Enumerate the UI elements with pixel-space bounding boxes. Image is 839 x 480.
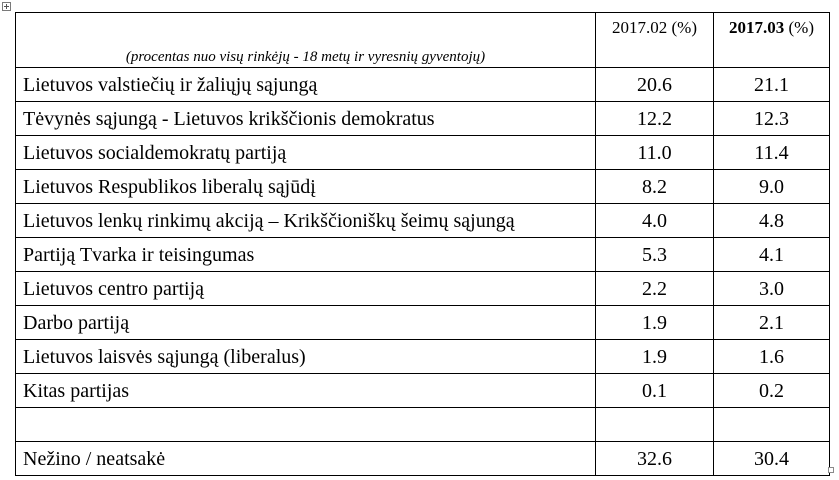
party-name: Lietuvos lenkų rinkimų akciją – Krikščioniškų šeimų sąjungą bbox=[16, 204, 596, 238]
value-2017-02: 2.2 bbox=[596, 272, 714, 306]
party-name: Lietuvos centro partiją bbox=[16, 272, 596, 306]
value-2017-02: 0.1 bbox=[596, 374, 714, 408]
party-name: Lietuvos socialdemokratų partiją bbox=[16, 136, 596, 170]
table-move-handle-icon[interactable] bbox=[2, 2, 11, 11]
party-name: Kitas partijas bbox=[16, 374, 596, 408]
column-header-2017-02 bbox=[596, 13, 714, 68]
party-name: Lietuvos Respublikos liberalų sąjūdį bbox=[16, 170, 596, 204]
value-2017-03: 9.0 bbox=[714, 170, 830, 204]
party-name: Nežino / neatsakė bbox=[16, 442, 596, 476]
value-2017-02: 20.6 bbox=[596, 68, 714, 102]
table-row bbox=[16, 272, 830, 306]
value-2017-03: 4.1 bbox=[714, 238, 830, 272]
table-row bbox=[16, 204, 830, 238]
party-name: Tėvynės sąjungą - Lietuvos krikščionis demokratus bbox=[16, 102, 596, 136]
value-2017-02: 1.9 bbox=[596, 340, 714, 374]
value-2017-03: 1.6 bbox=[714, 340, 830, 374]
table-row bbox=[16, 68, 830, 102]
value-2017-03: 3.0 bbox=[714, 272, 830, 306]
party-name: Lietuvos laisvės sąjungą (liberalus) bbox=[16, 340, 596, 374]
column-header-date: 2017.03 bbox=[729, 18, 785, 37]
table-row bbox=[16, 170, 830, 204]
value-2017-02: 5.3 bbox=[596, 238, 714, 272]
table-note: (procentas nuo visų rinkėjų - 18 metų ir vyresnių gyventojų) bbox=[16, 13, 596, 68]
table-header-row bbox=[16, 13, 830, 68]
table-row bbox=[16, 238, 830, 272]
column-header-unit: (%) bbox=[671, 18, 697, 37]
value-2017-02: 8.2 bbox=[596, 170, 714, 204]
value-2017-03: 11.4 bbox=[714, 136, 830, 170]
value-2017-02: 4.0 bbox=[596, 204, 714, 238]
column-header-date: 2017.02 bbox=[612, 18, 668, 37]
party-name: Darbo partiją bbox=[16, 306, 596, 340]
poll-results-table bbox=[15, 12, 830, 476]
value-2017-03: 0.2 bbox=[714, 374, 830, 408]
table-row bbox=[16, 340, 830, 374]
value-2017-03: 4.8 bbox=[714, 204, 830, 238]
party-name: Partiją Tvarka ir teisingumas bbox=[16, 238, 596, 272]
table-row bbox=[16, 306, 830, 340]
value-2017-03: 12.3 bbox=[714, 102, 830, 136]
value-2017-02: 1.9 bbox=[596, 306, 714, 340]
value-2017-02: 12.2 bbox=[596, 102, 714, 136]
table-row bbox=[16, 102, 830, 136]
table-resize-handle-icon[interactable] bbox=[828, 467, 834, 473]
value-2017-02: 11.0 bbox=[596, 136, 714, 170]
party-name bbox=[16, 408, 596, 442]
column-header-unit: (%) bbox=[788, 18, 814, 37]
table-row-empty bbox=[16, 408, 830, 442]
value-2017-02: 32.6 bbox=[596, 442, 714, 476]
value-2017-02 bbox=[596, 408, 714, 442]
party-name: Lietuvos valstiečių ir žaliųjų sąjungą bbox=[16, 68, 596, 102]
table-row bbox=[16, 136, 830, 170]
value-2017-03 bbox=[714, 408, 830, 442]
column-header-2017-03 bbox=[714, 13, 830, 68]
table-row bbox=[16, 442, 830, 476]
value-2017-03: 21.1 bbox=[714, 68, 830, 102]
value-2017-03: 2.1 bbox=[714, 306, 830, 340]
table-row bbox=[16, 374, 830, 408]
value-2017-03: 30.4 bbox=[714, 442, 830, 476]
